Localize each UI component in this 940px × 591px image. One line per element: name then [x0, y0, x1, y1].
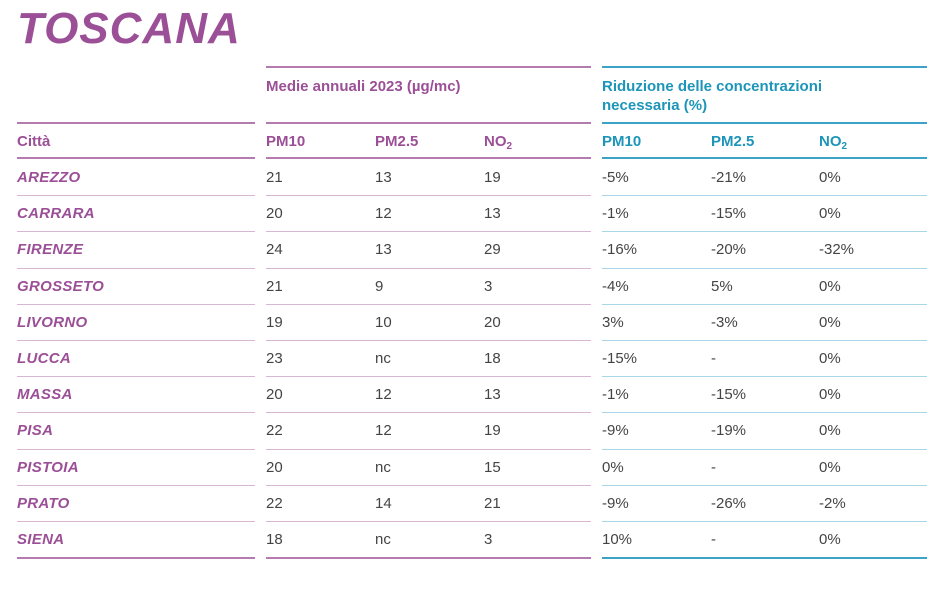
cell-reduction-pm10: -15% — [602, 350, 638, 367]
cell-pm10: 18 — [266, 531, 283, 548]
cell-reduction-no2: 0% — [819, 313, 841, 331]
cell-reduction-no2: 0% — [819, 386, 841, 404]
cell-reduction-pm10: 10% — [602, 531, 633, 548]
rule-annual-header-top — [266, 122, 591, 124]
cell-reduction-no2: 0% — [819, 422, 841, 440]
cell-no2: 13 — [484, 386, 501, 404]
cell-pm25: 12 — [375, 205, 392, 223]
cell-pm25: 10 — [375, 313, 392, 331]
cell-reduction-pm25: -20% — [711, 241, 747, 259]
cell-pm10: 20 — [266, 386, 283, 404]
cell-reduction-pm10: -5% — [602, 169, 629, 186]
cell-city: LUCCA — [17, 350, 71, 367]
rule-city-header-top — [17, 122, 255, 124]
cell-no2: 18 — [484, 350, 501, 367]
group-header-reduction: Riduzione delle concentrazioni necessaria (%) — [602, 78, 823, 114]
table-row — [0, 413, 940, 449]
cell-city: PRATO — [17, 494, 70, 512]
cell-city: PISTOIA — [17, 458, 79, 476]
cell-no2: 21 — [484, 494, 501, 512]
column-header-red-pm25: PM2.5 — [711, 133, 755, 150]
cell-reduction-pm25: - — [711, 458, 716, 476]
cell-city: GROSSETO — [17, 277, 105, 295]
cell-pm10: 23 — [266, 350, 283, 367]
cell-pm10: 20 — [266, 205, 283, 223]
cell-no2: 13 — [484, 205, 501, 223]
cell-reduction-pm10: -1% — [602, 205, 629, 223]
cell-reduction-pm25: 5% — [711, 277, 733, 295]
cell-city: MASSA — [17, 386, 73, 404]
cell-pm25: 13 — [375, 169, 392, 186]
table-row — [0, 522, 940, 558]
cell-reduction-no2: 0% — [819, 531, 841, 548]
cell-reduction-pm10: -1% — [602, 386, 629, 404]
cell-city: FIRENZE — [17, 241, 84, 259]
cell-reduction-pm10: 3% — [602, 313, 624, 331]
column-header-pm10: PM10 — [266, 133, 306, 150]
cell-pm10: 19 — [266, 313, 283, 331]
rule-annual-top — [266, 66, 591, 68]
rule-city-header-bottom — [17, 157, 255, 159]
cell-pm10: 20 — [266, 458, 283, 476]
cell-no2: 19 — [484, 169, 501, 186]
cell-reduction-pm25: - — [711, 350, 716, 367]
rule-reduction-header-bottom — [602, 157, 927, 159]
table-row — [0, 232, 940, 268]
cell-reduction-pm25: -15% — [711, 386, 747, 404]
cell-reduction-no2: 0% — [819, 277, 841, 295]
cell-no2: 15 — [484, 458, 501, 476]
cell-pm25: 12 — [375, 422, 392, 440]
cell-pm25: nc — [375, 531, 391, 548]
group-header-annual: Medie annuali 2023 (µg/mc) — [266, 78, 461, 95]
cell-pm25: 9 — [375, 277, 384, 295]
cell-pm25: 14 — [375, 494, 392, 512]
page-title: TOSCANA — [17, 4, 241, 53]
cell-no2: 3 — [484, 531, 493, 548]
cell-pm25: 13 — [375, 241, 392, 259]
cell-pm10: 21 — [266, 277, 283, 295]
cell-reduction-no2: 0% — [819, 205, 841, 223]
cell-reduction-pm25: -21% — [711, 169, 747, 186]
cell-reduction-no2: -32% — [819, 241, 855, 259]
cell-pm25: nc — [375, 350, 391, 367]
cell-city: LIVORNO — [17, 313, 88, 331]
cell-reduction-pm10: -9% — [602, 422, 629, 440]
cell-city: PISA — [17, 422, 54, 440]
cell-no2: 19 — [484, 422, 501, 440]
cell-pm10: 24 — [266, 241, 283, 259]
cell-pm10: 21 — [266, 169, 283, 186]
cell-reduction-no2: 0% — [819, 169, 841, 186]
cell-reduction-no2: 0% — [819, 458, 841, 476]
cell-no2: 20 — [484, 313, 501, 331]
cell-city: SIENA — [17, 531, 65, 548]
row-rule-city — [17, 557, 255, 559]
rule-reduction-header-top — [602, 122, 927, 124]
cell-reduction-pm25: -26% — [711, 494, 747, 512]
cell-reduction-no2: -2% — [819, 494, 846, 512]
table-row — [0, 269, 940, 305]
cell-pm25: nc — [375, 458, 391, 476]
rule-annual-header-bottom — [266, 157, 591, 159]
cell-pm10: 22 — [266, 422, 283, 440]
cell-reduction-pm25: -15% — [711, 205, 747, 223]
table-row — [0, 160, 940, 196]
cell-reduction-pm10: -9% — [602, 494, 629, 512]
cell-reduction-pm25: -3% — [711, 313, 738, 331]
table-row — [0, 341, 940, 377]
table-row — [0, 450, 940, 486]
cell-city: AREZZO — [17, 169, 81, 186]
cell-no2: 3 — [484, 277, 493, 295]
cell-no2: 29 — [484, 241, 501, 259]
table-row — [0, 305, 940, 341]
cell-city: CARRARA — [17, 205, 95, 223]
cell-reduction-pm25: -19% — [711, 422, 747, 440]
column-header-red-no2: $NO_2$ — [819, 133, 848, 152]
cell-reduction-no2: 0% — [819, 350, 841, 367]
cell-pm25: 12 — [375, 386, 392, 404]
cell-reduction-pm10: -16% — [602, 241, 638, 259]
row-rule-reduction — [602, 557, 927, 559]
table-row — [0, 486, 940, 522]
table-row — [0, 196, 940, 232]
cell-reduction-pm10: -4% — [602, 277, 629, 295]
column-header-city: Città — [17, 133, 51, 150]
column-header-pm25: PM2.5 — [375, 133, 419, 150]
cell-reduction-pm10: 0% — [602, 458, 624, 476]
row-rule-annual — [266, 557, 591, 559]
column-header-no2: $NO_2$ — [484, 133, 513, 152]
table-row — [0, 377, 940, 413]
cell-reduction-pm25: - — [711, 531, 716, 548]
cell-pm10: 22 — [266, 494, 283, 512]
rule-reduction-top — [602, 66, 927, 68]
column-header-red-pm10: PM10 — [602, 133, 642, 150]
